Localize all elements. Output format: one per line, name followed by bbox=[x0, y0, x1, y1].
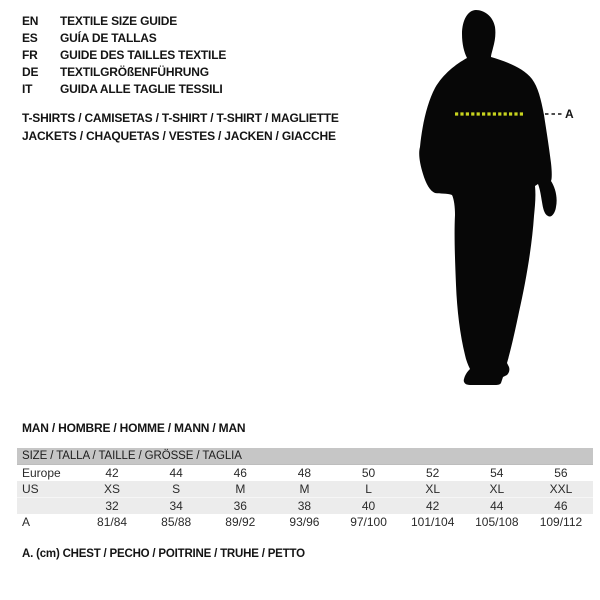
size-table-row bbox=[17, 481, 593, 497]
language-title: TEXTILE SIZE GUIDE bbox=[60, 14, 178, 28]
size-value: 46 bbox=[554, 499, 568, 513]
size-value: 46 bbox=[233, 466, 247, 480]
language-code: EN bbox=[22, 14, 39, 28]
language-code: FR bbox=[22, 48, 38, 62]
size-value: 42 bbox=[105, 466, 119, 480]
size-value: S bbox=[172, 482, 181, 496]
size-value: 109/112 bbox=[539, 515, 583, 529]
category-line: T-SHIRTS / CAMISETAS / T-SHIRT / T-SHIRT / MAGLIETTE bbox=[22, 111, 339, 125]
size-table bbox=[17, 448, 593, 530]
language-code: IT bbox=[22, 82, 33, 96]
size-value: L bbox=[365, 482, 372, 496]
size-table-rows bbox=[17, 465, 593, 530]
size-value: XXL bbox=[549, 482, 573, 496]
size-table-row bbox=[17, 497, 593, 514]
language-list bbox=[22, 13, 226, 98]
size-value: 89/92 bbox=[225, 515, 256, 529]
size-table-row bbox=[17, 514, 593, 530]
row-label: Europe bbox=[22, 466, 61, 480]
size-table-header: SIZE / TALLA / TAILLE / GRÖSSE / TAGLIA bbox=[17, 448, 593, 465]
language-code: ES bbox=[22, 31, 38, 45]
language-row bbox=[22, 64, 226, 81]
man-silhouette-path bbox=[419, 10, 556, 385]
language-row bbox=[22, 81, 226, 98]
size-value: 101/104 bbox=[410, 515, 455, 529]
size-value: 81/84 bbox=[97, 515, 128, 529]
size-value: XL bbox=[425, 482, 441, 496]
chest-marker-label: A bbox=[565, 107, 574, 121]
size-value: 93/96 bbox=[289, 515, 320, 529]
language-row bbox=[22, 13, 226, 30]
size-value: M bbox=[299, 482, 310, 496]
language-title: GUÍA DE TALLAS bbox=[60, 31, 157, 45]
size-value: 44 bbox=[169, 466, 183, 480]
size-value: 44 bbox=[490, 499, 504, 513]
language-code: DE bbox=[22, 65, 39, 79]
size-value: 32 bbox=[105, 499, 119, 513]
category-list bbox=[22, 109, 339, 145]
size-value: 56 bbox=[554, 466, 568, 480]
row-label: A bbox=[22, 515, 31, 529]
man-figure bbox=[360, 0, 600, 400]
size-value: XL bbox=[489, 482, 505, 496]
row-label: US bbox=[22, 482, 39, 496]
size-value: 105/108 bbox=[475, 515, 519, 529]
size-value: 40 bbox=[361, 499, 376, 513]
man-silhouette bbox=[360, 0, 600, 400]
size-value: 50 bbox=[361, 466, 376, 480]
size-value: 38 bbox=[297, 499, 312, 513]
language-row bbox=[22, 47, 226, 64]
language-title: GUIDE DES TAILLES TEXTILE bbox=[60, 48, 227, 62]
language-title: TEXTILGRÖßENFÜHRUNG bbox=[60, 65, 209, 79]
language-row bbox=[22, 30, 226, 47]
section-title-man: MAN / HOMBRE / HOMME / MANN / MAN bbox=[22, 421, 246, 435]
size-value: 48 bbox=[297, 466, 312, 480]
size-value: 52 bbox=[426, 466, 440, 480]
size-value: 85/88 bbox=[161, 515, 192, 529]
size-value: XS bbox=[104, 482, 121, 496]
category-line: JACKETS / CHAQUETAS / VESTES / JACKEN / GIACCHE bbox=[22, 129, 336, 143]
size-value: 42 bbox=[426, 499, 440, 513]
size-table-row bbox=[17, 465, 593, 481]
size-value: 34 bbox=[169, 499, 183, 513]
size-value: 36 bbox=[233, 499, 247, 513]
size-value: 54 bbox=[490, 466, 504, 480]
size-value: M bbox=[235, 482, 246, 496]
measurement-footnote: A. (cm) CHEST / PECHO / POITRINE / TRUHE / PETTO bbox=[22, 548, 305, 560]
size-value: 97/100 bbox=[350, 515, 387, 529]
language-title: GUIDA ALLE TAGLIE TESSILI bbox=[60, 82, 223, 96]
